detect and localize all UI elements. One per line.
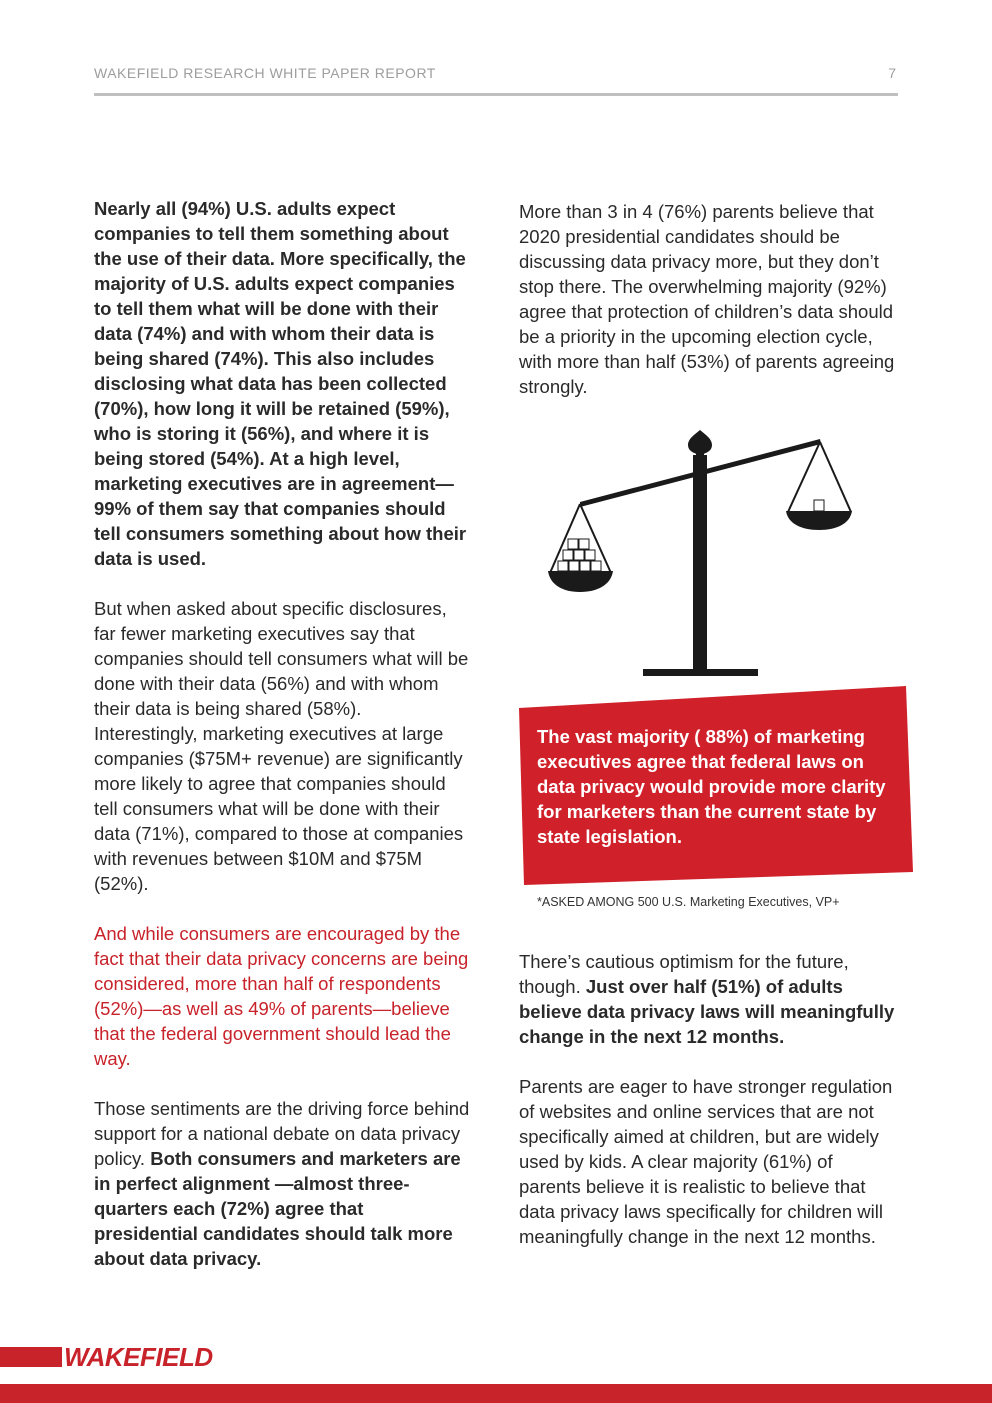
left-column [94, 196, 470, 1296]
wakefield-logo: WAKEFIELD [64, 1342, 213, 1372]
national-debate-intro: Those sentiments are the driving force behind support for a national debate on data privacy policy. [94, 1098, 470, 1169]
optimism-highlight: Just over half (51%) of adults believe data privacy laws will meaningfully change in the next 12 months. [519, 976, 895, 1047]
callout-text: The vast majority ( 88%) of marketing executives agree that federal laws on data privacy would provide more clarity for marketers than the current state by state legislation. [537, 726, 886, 847]
page-number: 7 [888, 65, 896, 81]
right-column-bottom [519, 949, 897, 1274]
header-title: WAKEFIELD RESEARCH WHITE PAPER REPORT [94, 65, 436, 81]
logo-accent-bar [0, 1347, 62, 1367]
paragraph-federal-government: And while consumers are encouraged by the fact that their data privacy concerns are being considered, more than half of respondents (52%)—as well as 49% of parents—believe that the federal government should lead the way. [94, 923, 469, 1069]
paragraph-cautious-optimism [519, 949, 897, 1049]
paragraph-specific-disclosures: But when asked about specific disclosures, far fewer marketing executives say that companies should tell consumers what will be done with their data (56%) and with whom their data is being shared (58%). Interestingly, marketing executives at large companies ($75M+ revenue) are significantly more likely to agree that companies should tell consumers what will be done with their data (71%), compared to those at companies with revenues between $10M and $75M (52%). [94, 598, 469, 894]
paragraph-consumer-expectations: Nearly all (94%) U.S. adults expect companies to tell them something about the use of their data. More specifically, the majority of U.S. adults expect companies to tell them what will be done with their data (74%) and with whom their data is being shared (74%). This also includes disclosing what data has been collected (70%), how long it will be retained (59%), who is storing it (56%), and where it is being stored (54%). At a high level, marketing executives are in agreement—99% of them say that companies should tell consumers something about how their data is used. [94, 198, 467, 569]
header-divider [94, 93, 898, 96]
paragraph-parents-candidates: More than 3 in 4 (76%) parents believe that 2020 presidential candidates should be discussing data privacy more, but they don’t stop there. The overwhelming majority (92%) agree that protection of children’s data should be a priority in the upcoming election cycle, with more than half (53%) of parents agreeing strongly. [519, 201, 895, 397]
optimism-intro: There’s cautious optimism for the future, though. [519, 951, 849, 997]
paragraph-parents-regulation: Parents are eager to have stronger regulation of websites and online services that are not specifically aimed at children, but are widely used by kids. A clear majority (61%) of parents believe it is realistic to believe that data privacy laws specifically for children will meaningfully change in the next 12 months. [519, 1076, 893, 1247]
balance-scale-icon [540, 425, 880, 685]
national-debate-highlight: Both consumers and marketers are in perfect alignment —almost three-quarters each (72%) agree that presidential candidates should talk more about data privacy. [94, 1148, 461, 1269]
footer-bar [0, 1384, 992, 1403]
callout-box [519, 686, 914, 886]
paragraph-national-debate [94, 1096, 470, 1271]
right-column-top [519, 199, 897, 424]
footnote: *ASKED AMONG 500 U.S. Marketing Executives, VP+ [537, 895, 840, 909]
